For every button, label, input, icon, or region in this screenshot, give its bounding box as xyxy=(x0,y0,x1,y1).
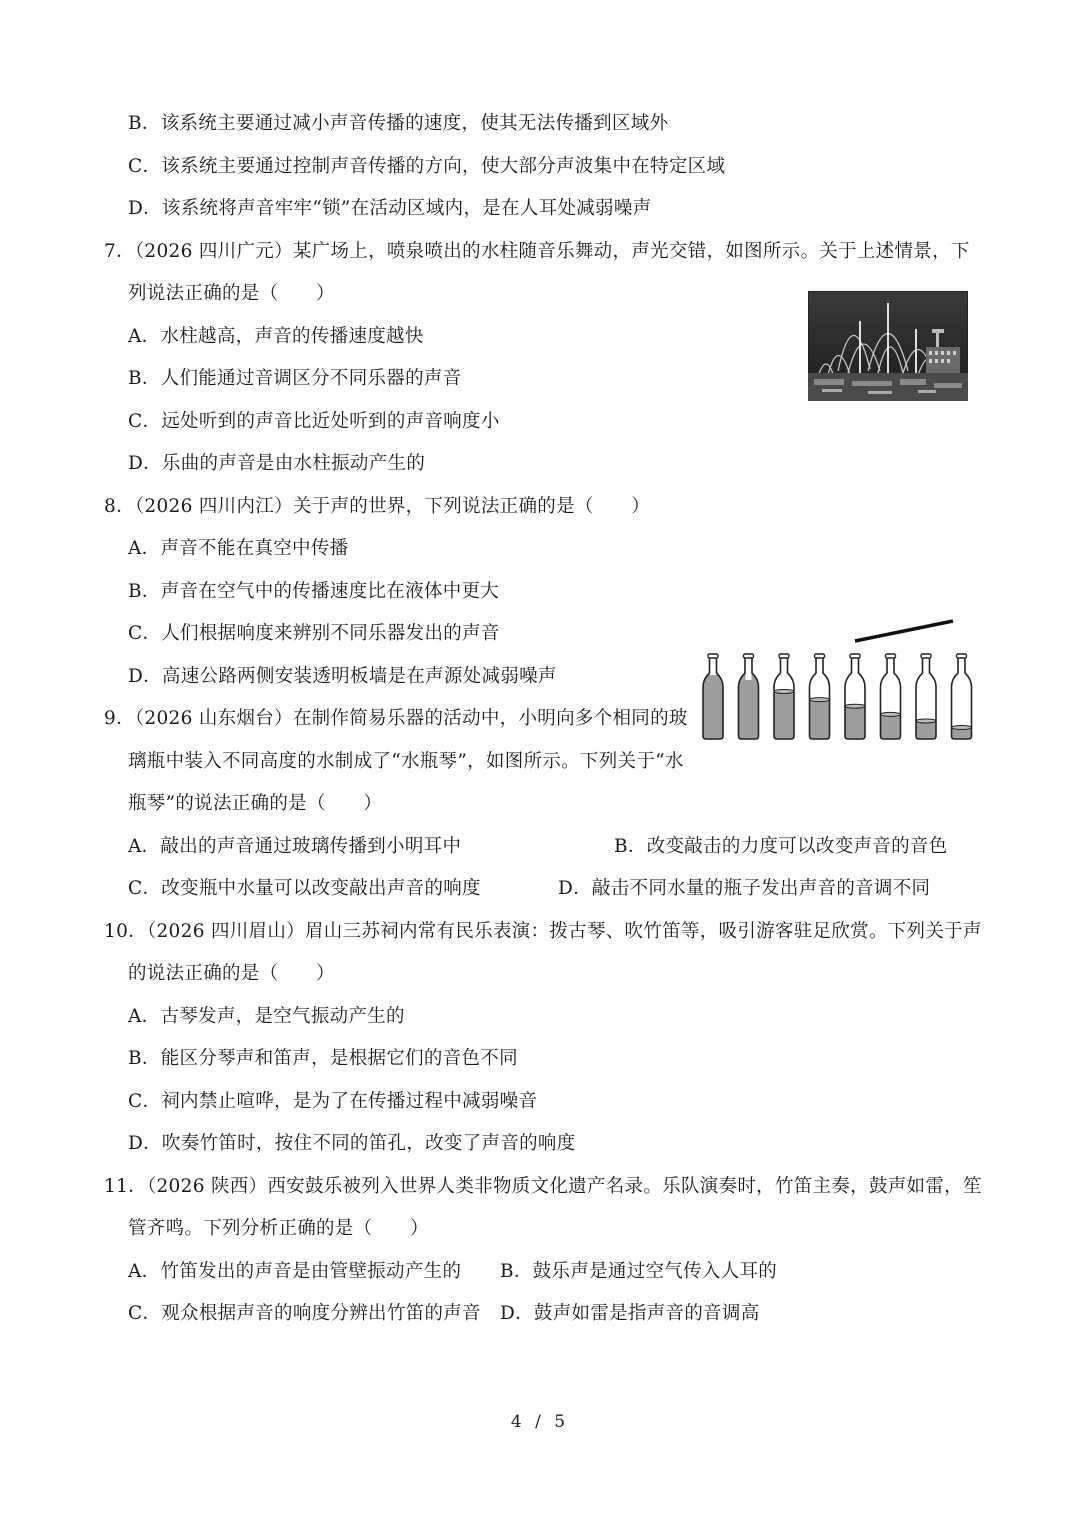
bottle-7 xyxy=(916,654,936,739)
q10-stem-line-2: 的说法正确的是（ ） xyxy=(128,963,335,984)
bottle-6 xyxy=(881,654,901,739)
bottle-water xyxy=(739,673,759,739)
bottle-3 xyxy=(774,654,794,739)
bottle-lip xyxy=(886,654,896,658)
q11-option-b: B．鼓乐声是通过空气传入人耳的 xyxy=(500,1261,778,1282)
bottle-1 xyxy=(703,654,723,739)
q9-stem-line-2: 璃瓶中装入不同高度的水制成了“水瓶琴”，如图所示。下列关于“水 xyxy=(128,751,684,772)
bottle-2 xyxy=(739,654,759,739)
q6-option-d: D．该系统将声音牢牢“锁”在活动区域内，是在人耳处减弱噪声 xyxy=(128,198,652,219)
q7-option-b: B．人们能通过音调区分不同乐器的声音 xyxy=(128,368,462,389)
water-bottles-figure xyxy=(695,615,980,743)
q10-option-b: B．能区分琴声和笛声，是根据它们的音色不同 xyxy=(128,1048,518,1069)
q9-stem-line-3: 瓶琴”的说法正确的是（ ） xyxy=(128,793,383,814)
q10-option-a: A．古琴发声，是空气振动产生的 xyxy=(128,1006,405,1027)
q8-stem: 8．（2026 四川内江）关于声的世界，下列说法正确的是（ ） xyxy=(104,496,651,517)
bottle-water xyxy=(810,700,830,739)
bottle-lip xyxy=(957,654,967,658)
q11-option-d: D．鼓声如雷是指声音的音调高 xyxy=(500,1303,760,1324)
bottle-lip xyxy=(708,654,718,658)
q8-option-d: D．高速公路两侧安装透明板墙是在声源处减弱噪声 xyxy=(128,666,557,687)
q11-option-a: A．竹笛发出的声音是由管壁振动产生的 xyxy=(128,1261,462,1282)
page-number: 4 / 5 xyxy=(510,1412,570,1432)
striking-stick xyxy=(855,621,953,641)
fountain-photo xyxy=(808,291,968,401)
water-surface xyxy=(845,704,865,708)
q8-option-b: B．声音在空气中的传播速度比在液体中更大 xyxy=(128,581,500,602)
q6-option-c: C．该系统主要通过控制声音传播的方向，使大部分声波集中在特定区域 xyxy=(128,156,726,177)
bottle-5 xyxy=(845,654,865,739)
q9-stem-line-1: 9．（2026 山东烟台）在制作简易乐器的活动中，小明向多个相同的玻 xyxy=(104,708,688,729)
q7-stem-line-2: 列说法正确的是（ ） xyxy=(128,283,335,304)
q8-option-c: C．人们根据响度来辨别不同乐器发出的声音 xyxy=(128,623,500,644)
bottle-lip xyxy=(779,654,789,658)
q10-option-d: D．吹奏竹笛时，按住不同的笛孔，改变了声音的响度 xyxy=(128,1133,576,1154)
q9-option-d: D．敲击不同水量的瓶子发出声音的音调不同 xyxy=(558,878,931,899)
q6-option-b: B．该系统主要通过减小声音传播的速度，使其无法传播到区域外 xyxy=(128,113,669,134)
q7-option-a: A．水柱越高，声音的传播速度越快 xyxy=(128,326,424,347)
bottle-8 xyxy=(952,654,972,739)
q11-stem-line-1: 11．（2026 陕西）西安鼓乐被列入世界人类非物质文化遗产名录。乐队演奏时，竹笛主奏，鼓声如雷，笙 xyxy=(104,1176,982,1197)
bottle-water xyxy=(774,691,794,739)
q11-stem-line-2: 管齐鸣。下列分析正确的是（ ） xyxy=(128,1218,429,1239)
water-surface xyxy=(810,698,830,702)
bottle-4 xyxy=(810,654,830,739)
bottle-water xyxy=(881,714,901,739)
water-surface xyxy=(952,726,972,730)
q7-option-c: C．远处听到的声音比近处听到的声音响度小 xyxy=(128,411,500,432)
q10-stem-line-1: 10．（2026 四川眉山）眉山三苏祠内常有民乐表演：拨古琴、吹竹笛等，吸引游客驻足欣赏。下列关于声 xyxy=(104,921,982,942)
bottle-water xyxy=(845,706,865,739)
water-surface xyxy=(916,719,936,723)
bottle-lip xyxy=(850,654,860,658)
bottle-water xyxy=(916,721,936,739)
q7-stem-line-1: 7．（2026 四川广元）某广场上，喷泉喷出的水柱随音乐舞动，声光交错，如图所示。关于上述情景，下 xyxy=(104,241,970,262)
bottle-lip xyxy=(744,654,754,658)
bottle-water xyxy=(703,673,723,739)
q8-option-a: A．声音不能在真空中传播 xyxy=(128,538,349,559)
q9-option-c: C．改变瓶中水量可以改变敲出声音的响度 xyxy=(128,878,481,899)
water-surface xyxy=(774,689,794,693)
q7-option-d: D．乐曲的声音是由水柱振动产生的 xyxy=(128,453,426,474)
q11-option-c: C．观众根据声音的响度分辨出竹笛的声音 xyxy=(128,1303,481,1324)
bottle-lip xyxy=(815,654,825,658)
bottle-lip xyxy=(921,654,931,658)
water-surface xyxy=(881,712,901,716)
q10-option-c: C．祠内禁止喧哗，是为了在传播过程中减弱噪音 xyxy=(128,1091,538,1112)
q9-option-b: B．改变敲击的力度可以改变声音的音色 xyxy=(614,836,948,857)
q9-option-a: A．敲出的声音通过玻璃传播到小明耳中 xyxy=(128,836,462,857)
